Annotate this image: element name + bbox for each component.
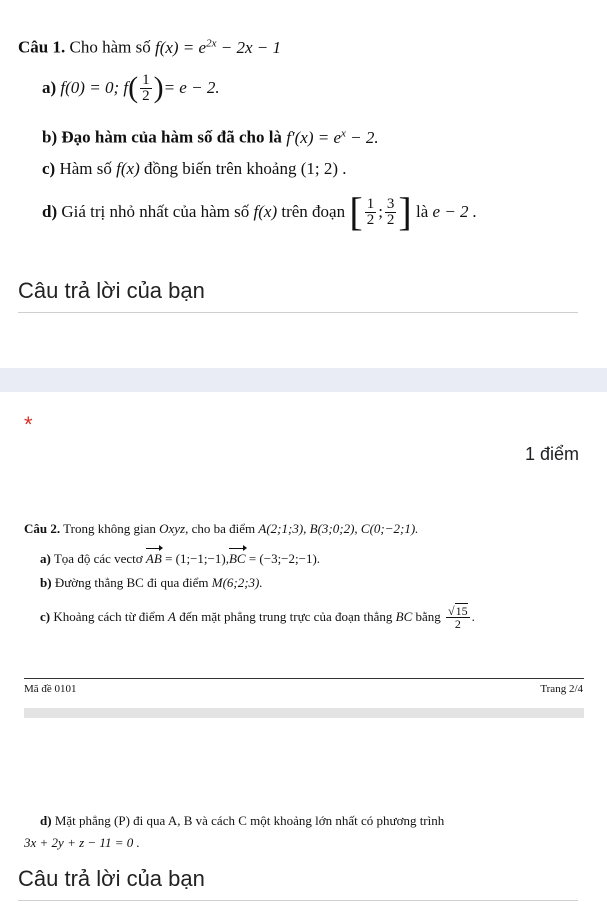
q1-label: Câu 1. xyxy=(18,37,66,57)
q1-d-math: f(x) xyxy=(253,202,278,221)
q1-c-text2: đồng biến trên khoảng xyxy=(143,159,297,178)
q2-c-text3: bằng xyxy=(415,609,441,624)
q2-a-val2: = (−3;−2;−1). xyxy=(245,551,321,566)
page-break-band xyxy=(24,708,584,718)
q1-c-text1: Hàm số xyxy=(59,159,112,178)
q1-d-text1: Giá trị nhỏ nhất của hàm số xyxy=(61,202,250,221)
q2-c-text: Khoảng cách từ điểm xyxy=(53,609,165,624)
q1-a-label: a) xyxy=(42,78,57,97)
q2-d-label: d) xyxy=(40,813,52,828)
vector-ab: AB xyxy=(145,551,162,566)
q2-d-text: Mặt phẳng (P) đi qua A, B và cách C một khoảng lớn nhất có phương trình xyxy=(54,813,445,828)
q1-d-frac1: $\frac{1}{2}$ xyxy=(366,195,375,228)
q2-stem xyxy=(24,520,418,538)
q2-c-segment: BC xyxy=(395,609,413,624)
q1-stem xyxy=(18,32,281,59)
answer-underline-1 xyxy=(18,312,578,313)
q2-a-val1: = (1;−1;−1), xyxy=(161,551,229,566)
points-label: 1 điểm xyxy=(524,444,579,464)
q1-c-interval: (1; 2) . xyxy=(300,159,347,178)
q1-b-text: Đạo hàm của hàm số đã cho là xyxy=(61,127,282,147)
q2-oxyz: Oxyz xyxy=(159,521,186,536)
q2-option-d xyxy=(40,812,444,830)
q2-a-label: a) xyxy=(40,551,51,566)
q1-d-frac2: $\frac{3}{2}$ xyxy=(386,195,395,228)
q1-c-math: f(x) xyxy=(116,159,140,178)
q2-intro2: , cho ba điểm xyxy=(185,521,256,536)
q1-b-label: b) xyxy=(42,127,58,147)
q2-a-text: Tọa độ các vectơ xyxy=(53,551,143,566)
q2-intro: Trong không gian xyxy=(63,521,156,536)
q1-option-b xyxy=(42,122,379,149)
vector-bc: BC xyxy=(228,551,246,566)
q1-a-fraction: $\frac{1}{2}$ xyxy=(142,71,150,104)
q2-option-b xyxy=(40,574,263,592)
q1-d-text3: là xyxy=(416,202,429,221)
q1-d-text2: trên đoạn xyxy=(281,202,346,221)
q1-a-text: f(0) = 0; f xyxy=(60,78,129,97)
exam-code: Mã đề 0101 xyxy=(24,683,77,695)
q2-b-label: b) xyxy=(40,575,52,590)
q2-option-a xyxy=(40,550,320,568)
q2-option-c: c) Khoảng cách từ điểm A đến mặt phẳng trung trực của đoạn thẳng BC bằng $\frac{√15}{2}$ . xyxy=(40,603,475,631)
q1-d-value: e − 2 . xyxy=(432,202,478,221)
section-separator xyxy=(0,368,607,392)
answer-underline-2 xyxy=(18,900,578,901)
q1-b-math: $f'(x) = e^x - 2$. xyxy=(286,127,379,147)
q1-option-c xyxy=(42,158,347,180)
q2-c-point: A xyxy=(167,609,176,624)
q1-option-d: d) Giá trị nhỏ nhất của hàm số f(x) trên đoạn [ $\frac{1}{2}$ ; $\frac{3}{2}$ ] là e − 2 . xyxy=(42,189,478,234)
q1-intro: Cho hàm số xyxy=(69,37,151,57)
q2-b-text: Đường thẳng BC đi qua điểm xyxy=(54,575,209,590)
q2-b-point: M(6;2;3). xyxy=(211,575,263,590)
q2-d-equation: 3x + 2y + z − 11 = 0 . xyxy=(24,835,140,850)
q2-c-label: c) xyxy=(40,609,51,624)
q1-a-value: = e − 2. xyxy=(163,78,220,97)
q2-c-text2: đến mặt phẳng trung trực của đoạn thẳng xyxy=(179,609,393,624)
page-footer-rule xyxy=(24,678,584,679)
q2-c-fraction: $\frac{√15}{2}$ xyxy=(448,603,468,631)
q2-points: A(2;1;3), B(3;0;2), C(0;−2;1). xyxy=(258,521,419,536)
q2-label: Câu 2. xyxy=(24,521,61,536)
page-number: Trang 2/4 xyxy=(540,683,583,695)
q1-option-a: a) f(0) = 0; f ( $\frac{1}{2}$ ) = e − 2. xyxy=(42,71,220,104)
q1-d-label: d) xyxy=(42,202,58,221)
required-asterisk: * xyxy=(24,412,33,437)
answer-placeholder-1[interactable]: Câu trả lời của bạn xyxy=(18,278,205,303)
q1-c-label: c) xyxy=(42,159,56,178)
answer-placeholder-2[interactable]: Câu trả lời của bạn xyxy=(18,866,205,891)
q1-func: $f(x) = e^{2x} - 2x - 1$ xyxy=(154,37,281,57)
